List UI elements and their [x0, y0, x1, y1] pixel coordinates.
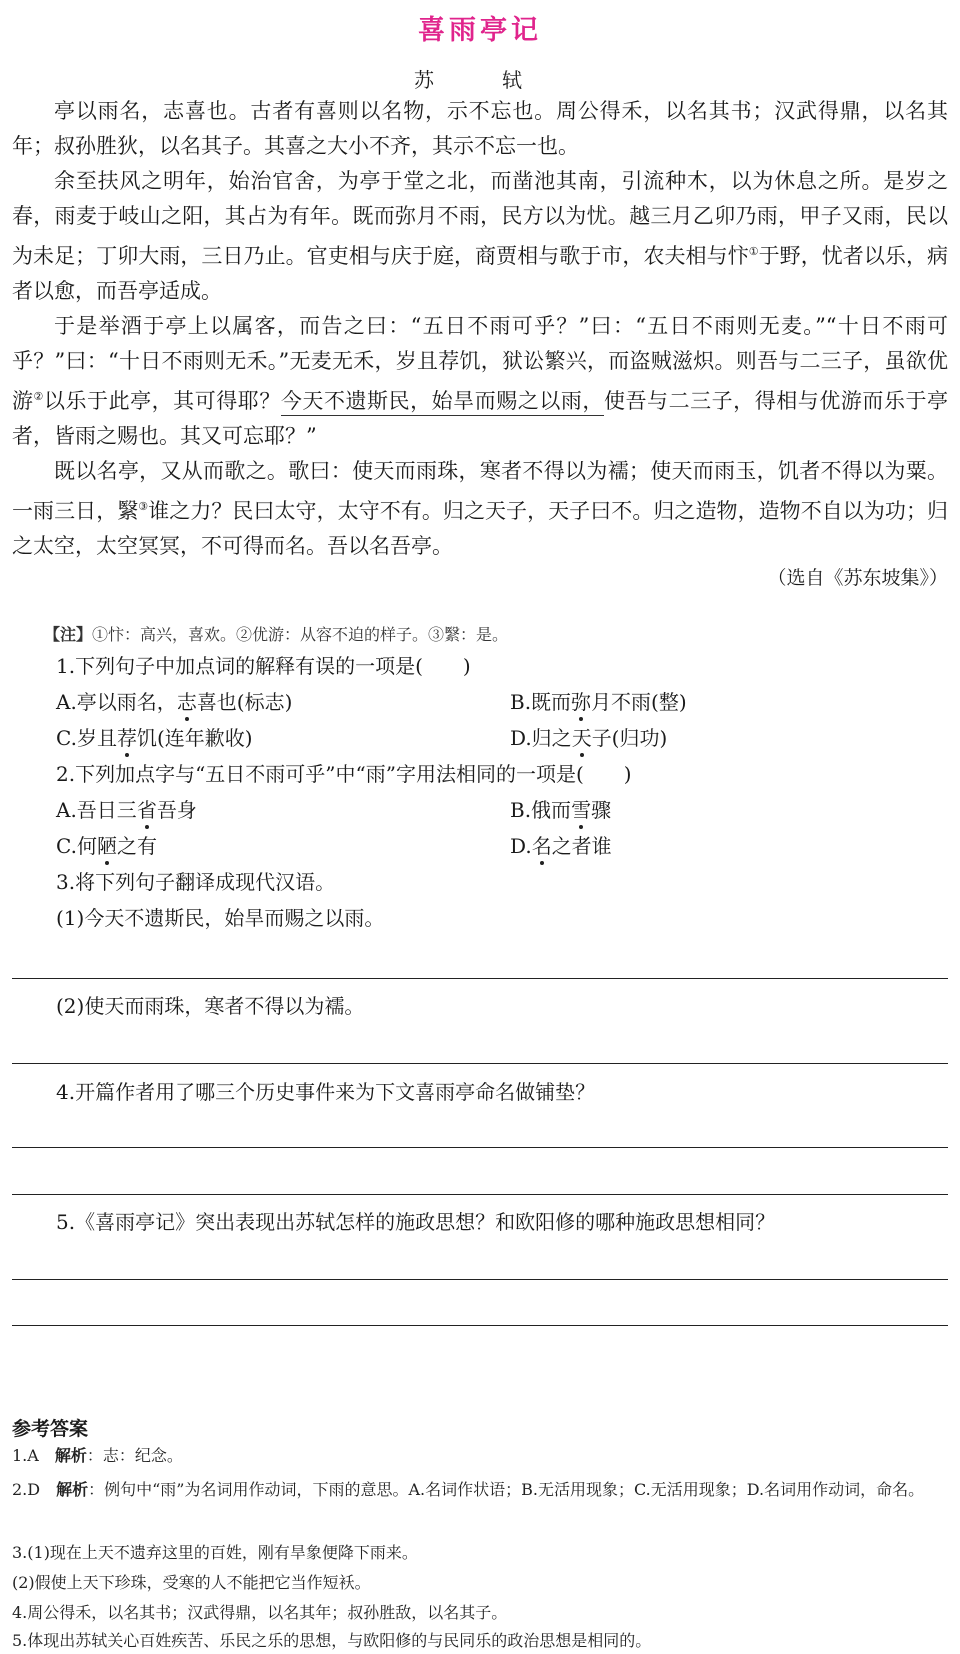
answer-1-label: 解析 — [54, 1446, 87, 1465]
q2-a-post: 吾身 — [156, 798, 197, 822]
answer-2-text: ：例句中“雨”为名词用作动词，下雨的意思。A.名词作状语；B.无活用现象；C.无活用现象；D.名词用作动词，命名。 — [88, 1480, 925, 1499]
answer-3-1: 3.(1)现在上天不遗弃这里的百姓，刚有旱象便降下雨来。 — [12, 1543, 418, 1562]
answer-2 — [12, 1476, 948, 1504]
passage-paragraph-3 — [12, 309, 948, 454]
q2-b-pre: B.俄而 — [510, 798, 572, 822]
q2-option-b[interactable] — [510, 794, 611, 823]
passage-paragraph-4 — [12, 454, 948, 564]
notes-text: ①忭：高兴，喜欢。②优游：从容不迫的样子。③繄：是。 — [92, 625, 509, 644]
q2-option-c[interactable] — [56, 830, 157, 859]
q1-b-pre: B.既而 — [510, 690, 572, 714]
author-name: 苏 轼 — [414, 68, 546, 92]
source-citation: （选自《苏东坡集》） — [767, 567, 948, 589]
question-5: 5.《喜雨亭记》突出表现出苏轼怎样的施政思想？和欧阳修的哪种施政思想相同？ — [56, 1210, 776, 1234]
answer-line-q3-2[interactable] — [12, 1063, 948, 1064]
answer-4: 4.周公得禾，以名其书；汉武得鼎，以名其年；叔孙胜敌，以名其子。 — [12, 1603, 508, 1622]
q2-option-d[interactable] — [510, 830, 612, 859]
p2-text: 余至扶风之明年，始治官舍，为亭于堂之北，而凿池其南，引流种木，以为休息之所。是岁之春，雨麦于岐山之阳，其占为有年。既而弥月不雨，民方以为忧。越三月乙卯乃雨，甲子又雨，民以为未足；丁卯大雨，三日乃止。官吏相与庆于庭，商贾相与歌于市，农夫相与忭 — [12, 169, 948, 268]
footnote-marker-3: ③ — [138, 500, 149, 513]
question-1: 1.下列句子中加点词的解释有误的一项是( ) — [56, 654, 471, 678]
q2-a-pre: A.吾日三 — [56, 798, 137, 822]
q1-option-c[interactable] — [56, 722, 253, 751]
p2-tail: 于野，忧者以乐，病者以愈，而吾亭适成。 — [12, 244, 948, 303]
q1-a-pre: A.亭以雨名， — [56, 690, 177, 714]
p3-text-a: 于是举酒于亭上以属客，而告之曰：“五日不雨可乎？”曰：“五日不雨则无麦。”“十日不雨可乎？”曰：“十日不雨则无禾。”无麦无禾，岁且荐饥，狱讼繁兴，而盗贼滋炽。则吾与二三子，虽欲优游 — [12, 314, 948, 413]
answer-1 — [12, 1443, 948, 1466]
q2-b-post: 骤 — [591, 798, 612, 822]
answer-line-q3-1[interactable] — [12, 978, 948, 979]
p3-text-b: 以乐于此亭，其可得耶？ — [43, 389, 281, 413]
answer-line-q5-2[interactable] — [12, 1325, 948, 1326]
answer-key-title: 参考答案 — [12, 1418, 89, 1440]
p4-text-b: 谁之力？民曰太守，太守不有。归之天子，天子曰不。归之造物，造物不自以为功；归之太空，太空冥冥，不可得而名。吾以名吾亭。 — [12, 499, 949, 558]
q1-option-b[interactable] — [510, 686, 687, 715]
q2-d-pre: D. — [510, 834, 532, 858]
passage-paragraph-1: 亭以雨名，志喜也。古者有喜则以名物，示不忘也。周公得禾，以名其书；汉武得鼎，以名其年；叔孙胜狄，以名其子。其喜之大小不齐，其示不忘一也。 — [12, 99, 948, 158]
q3-sentence-1: (1)今天不遗斯民，始旱而赐之以雨。 — [56, 906, 385, 930]
answer-1-text: ：志：纪念。 — [86, 1446, 183, 1465]
q1-b-dotted: 弥 — [571, 690, 592, 714]
q2-option-a[interactable] — [56, 794, 197, 823]
footnote-marker-2: ② — [33, 390, 44, 403]
question-3: 3.将下列句子翻译成现代汉语。 — [56, 870, 336, 894]
page-title: 喜雨亭记 — [418, 15, 542, 46]
q1-c-post: 饥(连年歉收) — [136, 726, 253, 750]
answer-line-q4-1[interactable] — [12, 1147, 948, 1148]
q2-b-dotted: 雪 — [571, 798, 592, 822]
q1-d-pre: D.归之 — [510, 726, 572, 750]
q1-b-post: 月不雨(整) — [591, 690, 687, 714]
q1-option-d[interactable] — [510, 722, 667, 751]
q2-d-dotted: 名 — [531, 834, 552, 858]
question-4: 4.开篇作者用了哪三个历史事件来为下文喜雨亭命名做铺垫？ — [56, 1080, 596, 1104]
underlined-sentence: 今天不遗斯民，始旱而赐之以雨， — [281, 389, 604, 416]
answer-5: 5.体现出苏轼关心百姓疾苦、乐民之乐的思想，与欧阳修的与民同乐的政治思想是相同的。 — [12, 1631, 652, 1650]
answer-line-q5-1[interactable] — [12, 1279, 948, 1280]
footnotes — [44, 622, 508, 645]
q1-a-dotted: 志 — [176, 690, 197, 714]
q1-c-pre: C.岁且 — [56, 726, 117, 750]
answer-line-q4-2[interactable] — [12, 1194, 948, 1195]
q2-d-post: 之者谁 — [551, 834, 612, 858]
q2-c-post: 之有 — [116, 834, 157, 858]
q2-a-dotted: 省 — [136, 798, 157, 822]
p3-text-c: 使吾与二三子，得相与优游而乐于亭者，皆雨之赐也。其又可忘耶？” — [12, 389, 949, 448]
q2-c-pre: C.何 — [56, 834, 97, 858]
answer-3-2: (2)假使上天下珍珠，受寒的人不能把它当作短袄。 — [12, 1573, 371, 1592]
question-2: 2.下列加点字与“五日不雨可乎”中“雨”字用法相同的一项是( ) — [56, 762, 632, 786]
q1-option-a[interactable] — [56, 686, 292, 715]
q1-a-post: 喜也(标志) — [196, 690, 293, 714]
q3-sentence-2: (2)使天而雨珠，寒者不得以为襦。 — [56, 994, 365, 1018]
q1-d-dotted: 天 — [571, 726, 592, 750]
notes-label: 【注】 — [44, 625, 93, 644]
q2-c-dotted: 陋 — [96, 834, 117, 858]
footnote-marker-1: ① — [748, 245, 759, 258]
passage — [12, 94, 948, 564]
answer-2-label: 解析 — [56, 1480, 89, 1499]
answer-2-choice: 2.D — [12, 1480, 57, 1499]
answer-1-choice: 1.A — [12, 1446, 55, 1465]
q1-c-dotted: 荐 — [116, 726, 137, 750]
passage-paragraph-2 — [12, 164, 948, 309]
q1-d-post: 子(归功) — [591, 726, 668, 750]
p4-text-a: 既以名亭，又从而歌之。歌曰：使天而雨珠，寒者不得以为襦；使天而雨玉，饥者不得以为粟。一雨三日，繄 — [12, 459, 948, 523]
